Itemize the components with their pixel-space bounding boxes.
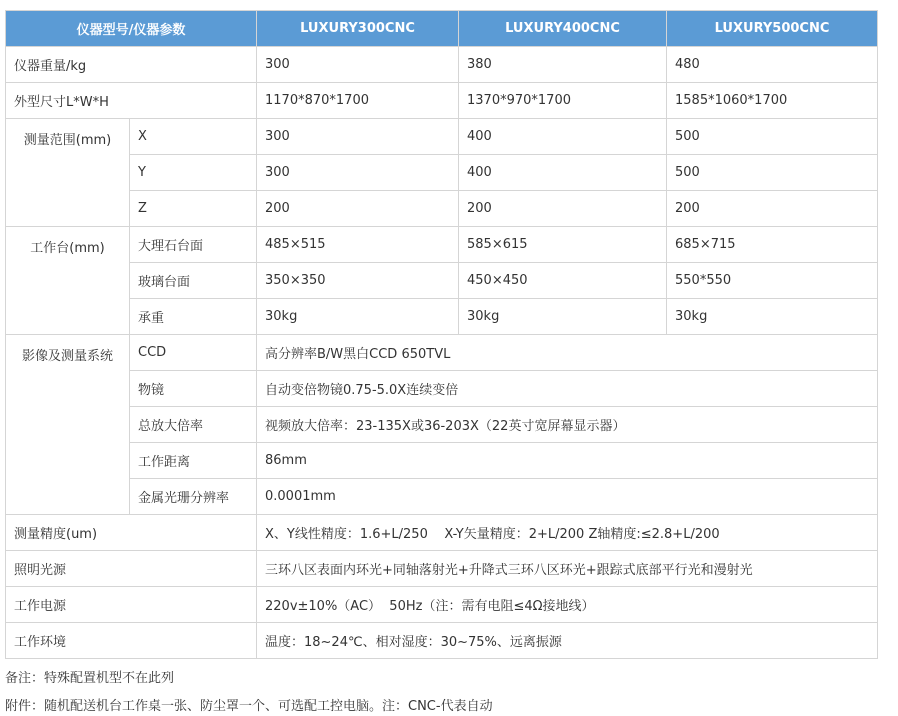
row-light [6,551,878,587]
row-label: 仪器重量/kg [6,47,257,83]
row-imaging-mag [6,407,878,443]
sub-label: 金属光珊分辨率 [130,479,257,515]
cell-value: 485×515 [257,227,459,263]
cell-value: 300 [257,155,459,191]
group-label-imaging: 影像及测量系统 [6,335,130,515]
cell-value: 300 [257,119,459,155]
cell-value: 1170*870*1700 [257,83,459,119]
cell-value: 480 [667,47,878,83]
cell-value-wide: X、Y线性精度：1.6+L/250 X-Y矢量精度：2+L/200 Z轴精度:≤2.8+L/200 [257,515,878,551]
row-label: 工作环境 [6,623,257,659]
row-imaging-ccd [6,335,878,371]
row-imaging-grating [6,479,878,515]
group-label-worktable: 工作台(mm) [6,227,130,335]
row-size [6,83,878,119]
header-model-500: LUXURY500CNC [667,11,878,47]
cell-value-wide: 高分辨率B/W黑白CCD 650TVL [257,335,878,371]
header-model-400: LUXURY400CNC [459,11,667,47]
row-weight [6,47,878,83]
cell-value: 30kg [667,299,878,335]
cell-value-wide: 0.0001mm [257,479,878,515]
row-power [6,587,878,623]
remark-note: 备注：特殊配置机型不在此列 [5,671,175,686]
cell-value: 200 [257,191,459,227]
row-range-x [6,119,878,155]
spec-table [5,10,878,659]
cell-value-wide: 自动变倍物镜0.75-5.0X连续变倍 [257,371,878,407]
cell-value: 550*550 [667,263,878,299]
sub-label: 总放大倍率 [130,407,257,443]
row-imaging-distance [6,443,878,479]
row-accuracy [6,515,878,551]
cell-value: 30kg [257,299,459,335]
group-label-range: 测量范围(mm) [6,119,130,227]
row-label: 测量精度(um) [6,515,257,551]
cell-value: 380 [459,47,667,83]
sub-label: 玻璃台面 [130,263,257,299]
row-label: 工作电源 [6,587,257,623]
cell-value: 400 [459,155,667,191]
sub-label: CCD [130,335,257,371]
row-table-glass [6,263,878,299]
row-label: 照明光源 [6,551,257,587]
cell-value: 350×350 [257,263,459,299]
sub-label: X [130,119,257,155]
cell-value: 200 [459,191,667,227]
cell-value: 685×715 [667,227,878,263]
row-label: 外型尺寸L*W*H [6,83,257,119]
row-range-y [6,155,878,191]
cell-value: 1370*970*1700 [459,83,667,119]
header-param: 仪器型号/仪器参数 [6,11,257,47]
sub-label: 工作距离 [130,443,257,479]
row-env [6,623,878,659]
header-row [6,11,878,47]
cell-value: 200 [667,191,878,227]
cell-value-wide: 视频放大倍率：23-135X或36-203X（22英寸宽屏幕显示器） [257,407,878,443]
row-table-load [6,299,878,335]
sub-label: 大理石台面 [130,227,257,263]
cell-value: 300 [257,47,459,83]
sub-label: 物镜 [130,371,257,407]
cell-value-wide: 三环八区表面内环光+同轴落射光+升降式三环八区环光+跟踪式底部平行光和漫射光 [257,551,878,587]
cell-value: 1585*1060*1700 [667,83,878,119]
cell-value-wide: 温度：18~24℃、相对湿度：30~75%、远离振源 [257,623,878,659]
cell-value-wide: 86mm [257,443,878,479]
row-imaging-lens [6,371,878,407]
cell-value: 30kg [459,299,667,335]
cell-value-wide: 220v±10%（AC） 50Hz（注：需有电阻≤4Ω接地线） [257,587,878,623]
cell-value: 450×450 [459,263,667,299]
row-range-z [6,191,878,227]
cell-value: 500 [667,119,878,155]
sub-label: 承重 [130,299,257,335]
cell-value: 400 [459,119,667,155]
cell-value: 500 [667,155,878,191]
cell-value: 585×615 [459,227,667,263]
row-table-marble [6,227,878,263]
header-model-300: LUXURY300CNC [257,11,459,47]
attachment-note: 附件：随机配送机台工作桌一张、防尘罩一个、可选配工控电脑。注：CNC-代表自动 [5,699,493,714]
sub-label: Z [130,191,257,227]
sub-label: Y [130,155,257,191]
